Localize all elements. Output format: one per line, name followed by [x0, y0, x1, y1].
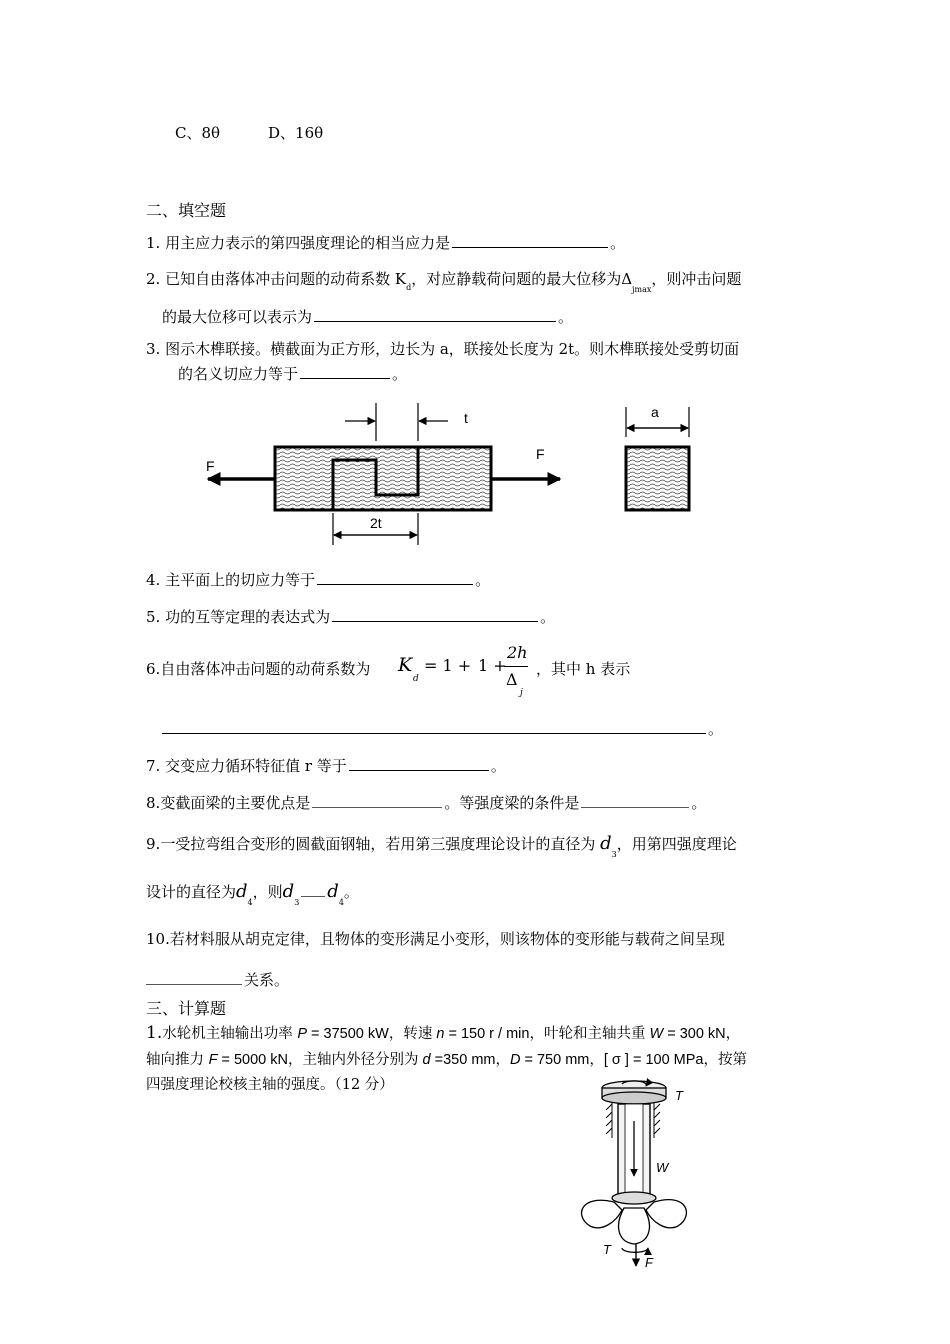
label-T-top: T: [675, 1088, 683, 1103]
question-text: 图示木榫联接。横截面为正方形，边长为 a，联接处长度为 2t。则木榫联接处受剪切面: [165, 340, 740, 358]
question-text: ，其中 h 表示: [536, 660, 631, 678]
symbol-W: W: [649, 1026, 664, 1042]
option-d: D、16θ: [268, 124, 324, 142]
question-1: [146, 231, 625, 253]
question-number: 3.: [146, 340, 161, 358]
question-8: [146, 791, 706, 813]
question-5: [146, 605, 555, 627]
calc-question-1-line1: [146, 1022, 740, 1043]
question-number: 10.: [146, 930, 170, 948]
question-number: 1.: [146, 1023, 163, 1043]
dynamic-factor-formula: [396, 643, 556, 706]
question-4: [146, 568, 490, 590]
punct: 。: [475, 571, 491, 589]
question-7: [146, 754, 506, 776]
answer-blank[interactable]: [301, 880, 325, 897]
question-text: ，则冲击问题: [651, 270, 742, 288]
question-text: ，用第四强度理论: [616, 835, 737, 853]
question-text: 功的互等定理的表达式为: [165, 608, 331, 626]
punct: 。: [490, 757, 506, 775]
question-text: 轴向推力: [146, 1052, 209, 1068]
question-text: = 37500 kW，转速: [307, 1026, 437, 1042]
subscript: jmax: [632, 285, 652, 294]
answer-blank[interactable]: [581, 791, 689, 808]
question-number: 4.: [146, 571, 161, 589]
answer-blank[interactable]: [146, 968, 242, 985]
question-text: 若材料服从胡克定律，且物体的变形满足小变形，则该物体的变形能与载荷之间呈现: [169, 930, 725, 948]
answer-blank[interactable]: [349, 754, 489, 771]
label-W: W: [656, 1160, 669, 1175]
punct: 。: [691, 794, 707, 812]
question-text: ，则: [252, 883, 283, 901]
symbol-d: d: [600, 833, 612, 854]
question-text: = 5000 kN，主轴内外径分别为: [217, 1052, 423, 1068]
question-9: [146, 833, 737, 859]
calc-question-1-line2: [146, 1048, 747, 1069]
subscript: 3: [611, 850, 617, 859]
question-3: [146, 338, 739, 359]
label-F-right: F: [536, 446, 545, 462]
subscript: 3: [294, 898, 300, 907]
symbol-D: D: [509, 1052, 521, 1068]
calc-question-1-line3: 四强度理论校核主轴的强度。（12 分）: [146, 1077, 394, 1093]
question-text: 水轮机主轴输出功率: [162, 1026, 293, 1042]
formula-one-plus: 1 +: [478, 656, 507, 675]
punct: 。: [392, 365, 408, 383]
answer-blank[interactable]: [452, 231, 608, 248]
label-t: t: [464, 410, 468, 426]
turbine-shaft-figure: [570, 1076, 710, 1271]
question-text: 。等强度梁的条件是: [444, 794, 580, 812]
question-text: ，对应静载荷问题的最大位移为Δ: [411, 270, 633, 288]
runner-blade: [619, 1208, 650, 1244]
answer-blank[interactable]: [300, 362, 390, 379]
symbol-n: n: [436, 1026, 445, 1042]
punct: 。: [343, 883, 359, 901]
runner-blade: [646, 1200, 686, 1228]
section-title-calculation: 三、计算题: [146, 999, 227, 1018]
question-number: 8.: [146, 794, 161, 812]
wood-block: [275, 447, 491, 510]
symbol-P: P: [297, 1026, 308, 1042]
label-F-left: F: [206, 458, 215, 474]
answer-blank[interactable]: [317, 568, 473, 585]
question-6: [146, 658, 370, 679]
symbol-F: F: [208, 1052, 218, 1068]
punct: 。: [610, 234, 626, 252]
question-text: = 750 mm，[ σ ] = 100 MPa，按第: [520, 1052, 747, 1068]
formula-sub-d: d: [413, 674, 419, 684]
question-3-line2: [178, 362, 407, 384]
symbol-d: d: [236, 881, 248, 902]
subscript: 4: [338, 898, 344, 907]
symbol-d: d: [422, 1052, 431, 1068]
punct: 。: [558, 308, 574, 326]
formula-K: K: [398, 654, 413, 676]
formula-sub-j: j: [520, 688, 523, 698]
question-number: 7.: [146, 757, 161, 775]
question-text: 交变应力循环特征值 r 等于: [165, 757, 347, 775]
question-10-line2: [146, 968, 289, 990]
question-2: [146, 268, 742, 294]
question-10: [146, 928, 725, 949]
label-T-bottom: T: [603, 1242, 611, 1257]
question-text: 已知自由落体冲击问题的动荷系数 K: [165, 270, 407, 288]
answer-blank[interactable]: [314, 305, 556, 322]
question-number: 5.: [146, 608, 161, 626]
answer-blank[interactable]: [332, 605, 538, 622]
cross-section-square: [626, 447, 689, 510]
formula-eq: = 1 +: [424, 656, 472, 675]
symbol-d: d: [282, 881, 295, 902]
question-text: 的最大位移可以表示为: [162, 308, 313, 326]
mortise-joint-figure: [190, 395, 710, 555]
question-6-line2: [160, 717, 723, 739]
label-2t: 2t: [370, 515, 382, 531]
question-text: 自由落体冲击问题的动荷系数为: [160, 660, 371, 678]
symbol-d: d: [327, 881, 339, 902]
question-text: 一受拉弯组合变形的圆截面钢轴，若用第三强度理论设计的直径为: [160, 835, 596, 853]
formula-numerator: 2h: [507, 643, 528, 662]
question-text: =350 mm，: [430, 1052, 510, 1068]
runner-blade: [582, 1200, 622, 1228]
section-title-fill-in: 二、填空题: [146, 201, 227, 220]
formula-denominator: Δ: [506, 670, 518, 689]
punct: 。: [540, 608, 556, 626]
label-F: F: [645, 1255, 653, 1270]
question-text: = 300 kN，: [663, 1026, 741, 1042]
subscript: d: [406, 283, 412, 292]
label-a: a: [651, 404, 659, 420]
question-number: 9.: [146, 835, 161, 853]
punct: 。: [708, 720, 724, 738]
question-text: 主平面上的切应力等于: [165, 571, 316, 589]
question-text: 的名义切应力等于: [178, 365, 299, 383]
question-9-line2: [146, 880, 359, 907]
fraction-bar: [504, 666, 528, 667]
question-text: 用主应力表示的第四强度理论的相当应力是: [165, 234, 451, 252]
question-text: 设计的直径为: [146, 883, 237, 901]
question-text: = 150 r / min，叶轮和主轴共重: [444, 1026, 650, 1042]
question-text: 关系。: [244, 971, 290, 989]
question-2-line2: [162, 305, 573, 327]
question-number: 6.: [146, 660, 161, 678]
subscript: 4: [247, 898, 253, 907]
answer-blank[interactable]: [312, 791, 442, 808]
question-number: 2.: [146, 270, 161, 288]
question-text: 变截面梁的主要优点是: [160, 794, 311, 812]
answer-blank[interactable]: [162, 717, 706, 734]
option-c: C、8θ: [175, 124, 221, 142]
question-number: 1.: [146, 234, 161, 252]
